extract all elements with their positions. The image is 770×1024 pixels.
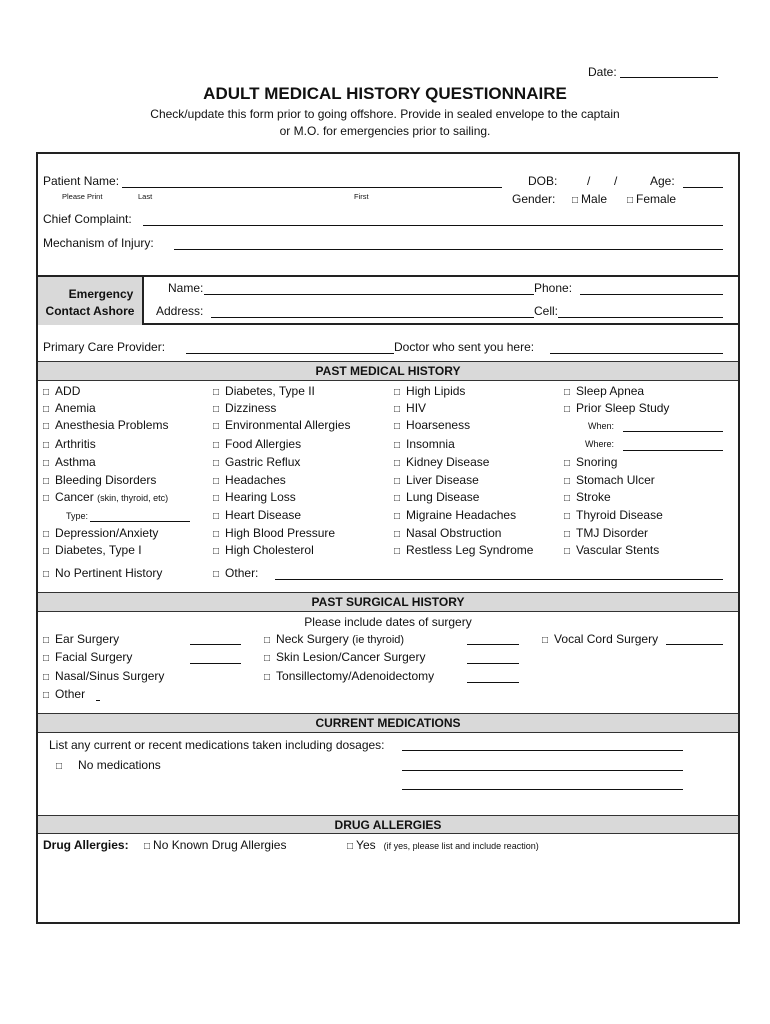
medications-field[interactable] (402, 789, 683, 790)
please-print-hint: Please Print (62, 192, 103, 201)
checkbox-icon[interactable]: □ (394, 404, 401, 415)
emergency-address-field[interactable] (211, 317, 534, 318)
pmh-item-insomnia[interactable]: □ Insomnia (394, 437, 455, 451)
psh-item-facial-surgery[interactable]: □ Facial Surgery (43, 650, 133, 664)
drug-allergies-heading: DRUG ALLERGIES (38, 815, 738, 834)
pmh-item-high-cholesterol[interactable]: □ High Cholesterol (213, 543, 314, 557)
emergency-label-line-1: Emergency (68, 287, 134, 301)
checkbox-icon[interactable]: □ (542, 635, 549, 646)
past-surgical-heading: PAST SURGICAL HISTORY (38, 592, 738, 612)
psh-item-tonsillectomy-adenoidectomy[interactable]: □ Tonsillectomy/Adenoidectomy (264, 669, 435, 683)
surgery-dates-instruction: Please include dates of surgery (304, 615, 472, 629)
pmh-item-hiv[interactable]: □ HIV (394, 401, 427, 415)
pmh-item-stomach-ulcer[interactable]: □ Stomach Ulcer (564, 473, 655, 487)
last-name-hint: Last (138, 192, 153, 201)
emergency-label-line-2: Contact Ashore (45, 304, 135, 318)
date-label: Date: (588, 65, 617, 79)
checkbox-icon[interactable]: □ (213, 404, 220, 415)
checkbox-icon[interactable]: □ (213, 511, 220, 522)
checkbox-icon[interactable]: □ (43, 493, 50, 504)
checkbox-icon[interactable]: □ (564, 404, 571, 415)
pmh-item-lung-disease[interactable]: □ Lung Disease (394, 490, 480, 504)
checkbox-icon[interactable]: □ (564, 511, 571, 522)
pmh-item-environmental-allergies[interactable]: □ Environmental Allergies (213, 418, 351, 432)
checkbox-icon[interactable]: □ (213, 493, 220, 504)
checkbox-icon[interactable]: □ (213, 569, 220, 580)
pmh-item-thyroid-disease[interactable]: □ Thyroid Disease (564, 508, 663, 522)
checkbox-icon[interactable]: □ (564, 493, 571, 504)
checkbox-icon[interactable]: □ (564, 387, 571, 398)
surgery-date-field[interactable] (190, 663, 241, 664)
psh-item-ear-surgery[interactable]: □ Ear Surgery (43, 632, 120, 646)
primary-care-label: Primary Care Provider: (43, 340, 166, 354)
pmh-item-migraine-headaches[interactable]: □ Migraine Headaches (394, 508, 517, 522)
medications-field[interactable] (402, 750, 683, 751)
checkbox-icon[interactable]: □ (564, 546, 571, 557)
emergency-phone-field[interactable] (580, 294, 723, 295)
pmh-item-kidney-disease[interactable]: □ Kidney Disease (394, 455, 490, 469)
no-medications-option[interactable]: □ No medications (56, 758, 161, 772)
checkbox-icon[interactable]: □ (394, 546, 401, 557)
pmh-item-hoarseness[interactable]: □ Hoarseness (394, 418, 471, 432)
psh-item-nasal-sinus-surgery[interactable]: □ Nasal/Sinus Surgery (43, 669, 165, 683)
surgery-date-field[interactable] (190, 644, 241, 645)
checkbox-icon[interactable]: □ (564, 476, 571, 487)
date-field[interactable] (620, 77, 718, 78)
checkbox-icon[interactable]: □ (43, 672, 50, 683)
checkbox-icon[interactable]: □ (264, 672, 271, 683)
pmh-item-tmj-disorder[interactable]: □ TMJ Disorder (564, 526, 649, 540)
pmh-item-add[interactable]: □ ADD (43, 384, 81, 398)
sleep-study-where-field[interactable] (623, 450, 723, 451)
checkbox-icon[interactable]: □ (43, 387, 50, 398)
medications-instruction: List any current or recent medications taken including dosages: (49, 738, 385, 752)
age-field[interactable] (683, 187, 723, 188)
pmh-item-cancer[interactable]: □ Cancer (skin, thyroid, etc) (43, 490, 169, 504)
first-name-hint: First (354, 192, 369, 201)
checkbox-icon[interactable]: □ (213, 387, 220, 398)
pmh-item-asthma[interactable]: □ Asthma (43, 455, 96, 469)
psh-item-neck-surgery[interactable]: □ Neck Surgery (ie thyroid) (264, 632, 405, 646)
pmh-item-bleeding-disorders[interactable]: □ Bleeding Disorders (43, 473, 157, 487)
checkbox-icon[interactable]: □ (394, 387, 401, 398)
patient-name-label: Patient Name: (43, 174, 120, 188)
gender-female-option[interactable]: □ Female (627, 192, 677, 206)
referring-doctor-field[interactable] (550, 353, 723, 354)
pmh-item-nasal-obstruction[interactable]: □ Nasal Obstruction (394, 526, 502, 540)
surgery-date-field[interactable] (467, 644, 519, 645)
checkbox-icon[interactable]: □ (43, 529, 50, 540)
dob-separator: / (587, 174, 591, 188)
allergies-response-area[interactable] (40, 856, 736, 920)
cancer-type-label: Type: (66, 511, 89, 521)
chief-complaint-field[interactable] (143, 225, 723, 226)
pmh-other-field[interactable] (275, 579, 723, 580)
checkbox-icon[interactable]: □ (43, 421, 50, 432)
pmh-item-heart-disease[interactable]: □ Heart Disease (213, 508, 302, 522)
surgery-date-field[interactable] (666, 644, 723, 645)
checkbox-icon[interactable]: □ (213, 476, 220, 487)
dob-separator: / (614, 174, 618, 188)
sleep-study-when-label: When: (588, 421, 615, 431)
checkbox-icon[interactable]: □ (394, 511, 401, 522)
checkbox-icon[interactable]: □ (572, 195, 579, 206)
checkbox-icon[interactable]: □ (394, 458, 401, 469)
checkbox-icon[interactable]: □ (43, 690, 50, 701)
mechanism-field[interactable] (174, 249, 723, 250)
emergency-name-label: Name: (168, 281, 204, 295)
checkbox-icon[interactable]: □ (43, 458, 50, 469)
pmh-no-pertinent-history[interactable]: □ No Pertinent History (43, 566, 163, 580)
age-label: Age: (650, 174, 675, 188)
other-surgery-field[interactable] (96, 700, 100, 701)
pmh-item-anesthesia-problems[interactable]: □ Anesthesia Problems (43, 418, 169, 432)
cancer-type-field[interactable] (90, 521, 190, 522)
checkbox-icon[interactable]: □ (213, 529, 220, 540)
checkbox-icon[interactable]: □ (213, 458, 220, 469)
primary-care-field[interactable] (186, 353, 394, 354)
pmh-item-stroke[interactable]: □ Stroke (564, 490, 611, 504)
drug-allergies-label: Drug Allergies: (43, 838, 129, 852)
pmh-item-sleep-apnea[interactable]: □ Sleep Apnea (564, 384, 645, 398)
psh-item-vocal-cord-surgery[interactable]: □ Vocal Cord Surgery (542, 632, 659, 646)
patient-name-field[interactable] (122, 187, 502, 188)
sleep-study-where-label: Where: (585, 439, 615, 449)
form-title: ADULT MEDICAL HISTORY QUESTIONNAIRE (203, 84, 567, 103)
dob-label: DOB: (528, 174, 558, 188)
sleep-study-when-field[interactable] (623, 431, 723, 432)
pmh-item-anemia[interactable]: □ Anemia (43, 401, 96, 415)
checkbox-icon[interactable]: □ (213, 421, 220, 432)
pmh-item-diabetes-type-ii[interactable]: □ Diabetes, Type II (213, 384, 315, 398)
pmh-item-snoring[interactable]: □ Snoring (564, 455, 618, 469)
surgery-date-field[interactable] (467, 663, 519, 664)
checkbox-icon[interactable]: □ (394, 440, 401, 451)
emergency-address-label: Address: (156, 304, 204, 318)
checkbox-icon[interactable]: □ (627, 195, 634, 206)
checkbox-icon[interactable]: □ (564, 458, 571, 469)
checkbox-icon[interactable]: □ (43, 546, 50, 557)
pmh-item-dizziness[interactable]: □ Dizziness (213, 401, 277, 415)
psh-item-other[interactable]: □ Other (43, 687, 86, 701)
pmh-other[interactable]: □ Other: (213, 566, 259, 580)
checkbox-icon[interactable]: □ (394, 529, 401, 540)
pmh-item-high-lipids[interactable]: □ High Lipids (394, 384, 466, 398)
past-medical-heading: PAST MEDICAL HISTORY (38, 361, 738, 381)
pmh-item-depression-anxiety[interactable]: □ Depression/Anxiety (43, 526, 159, 540)
pmh-item-restless-leg-syndrome[interactable]: □ Restless Leg Syndrome (394, 543, 534, 557)
emergency-cell-label: Cell: (534, 304, 559, 318)
emergency-name-field[interactable] (204, 294, 534, 295)
checkbox-icon[interactable]: □ (43, 440, 50, 451)
checkbox-icon[interactable]: □ (394, 493, 401, 504)
pmh-item-arthritis[interactable]: □ Arthritis (43, 437, 96, 451)
medications-field[interactable] (402, 770, 683, 771)
checkbox-icon[interactable]: □ (264, 635, 271, 646)
pmh-item-hearing-loss[interactable]: □ Hearing Loss (213, 490, 296, 504)
gender-male-option[interactable]: □ Male (572, 192, 608, 206)
checkbox-icon[interactable]: □ (394, 421, 401, 432)
checkbox-icon[interactable]: □ (144, 841, 151, 852)
checkbox-icon[interactable]: □ (347, 841, 354, 852)
instructions-line-2: or M.O. for emergencies prior to sailing. (279, 124, 491, 138)
checkbox-icon[interactable]: □ (43, 476, 50, 487)
referring-doctor-label: Doctor who sent you here: (394, 340, 535, 354)
emergency-phone-label: Phone: (534, 281, 573, 295)
pmh-item-diabetes-type-i[interactable]: □ Diabetes, Type I (43, 543, 142, 557)
chief-complaint-label: Chief Complaint: (43, 212, 132, 226)
pmh-item-prior-sleep-study[interactable]: □ Prior Sleep Study (564, 401, 670, 415)
checkbox-icon[interactable]: □ (213, 546, 220, 557)
pmh-item-food-allergies[interactable]: □ Food Allergies (213, 437, 302, 451)
current-medications-heading: CURRENT MEDICATIONS (38, 713, 738, 733)
emergency-cell-field[interactable] (558, 317, 723, 318)
mechanism-label: Mechanism of Injury: (43, 236, 154, 250)
checkbox-icon[interactable]: □ (56, 761, 63, 772)
pmh-item-headaches[interactable]: □ Headaches (213, 473, 286, 487)
pmh-item-high-blood-pressure[interactable]: □ High Blood Pressure (213, 526, 336, 540)
checkbox-icon[interactable]: □ (213, 440, 220, 451)
surgery-date-field[interactable] (467, 682, 519, 683)
psh-item-skin-lesion-cancer-surgery[interactable]: □ Skin Lesion/Cancer Surgery (264, 650, 426, 664)
allergies-yes-option[interactable]: □ Yes (if yes, please list and include reaction) (347, 838, 539, 852)
checkbox-icon[interactable]: □ (43, 569, 50, 580)
checkbox-icon[interactable]: □ (394, 476, 401, 487)
checkbox-icon[interactable]: □ (43, 635, 50, 646)
gender-label: Gender: (512, 192, 556, 206)
checkbox-icon[interactable]: □ (43, 404, 50, 415)
pmh-item-liver-disease[interactable]: □ Liver Disease (394, 473, 479, 487)
nkda-option[interactable]: □ No Known Drug Allergies (144, 838, 287, 852)
pmh-item-gastric-reflux[interactable]: □ Gastric Reflux (213, 455, 301, 469)
instructions-line-1: Check/update this form prior to going offshore. Provide in sealed envelope to the captain (150, 107, 620, 121)
checkbox-icon[interactable]: □ (43, 653, 50, 664)
checkbox-icon[interactable]: □ (264, 653, 271, 664)
checkbox-icon[interactable]: □ (564, 529, 571, 540)
pmh-item-vascular-stents[interactable]: □ Vascular Stents (564, 543, 660, 557)
